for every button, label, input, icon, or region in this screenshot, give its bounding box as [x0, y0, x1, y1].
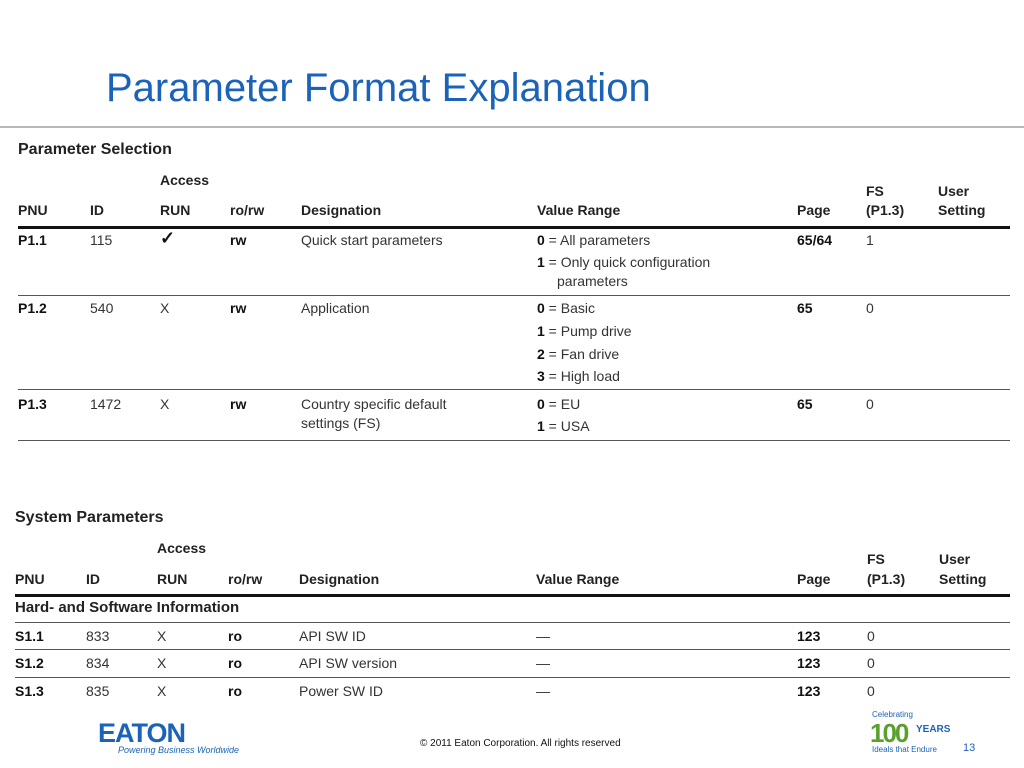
table-row-designation: Application	[301, 300, 370, 316]
table1-header-designation: Designation	[301, 202, 382, 218]
table-row-fs: 0	[866, 300, 874, 316]
table-row-rorw: rw	[230, 396, 247, 412]
table-row-pnu: S1.1	[15, 628, 44, 644]
table-row-rorw: ro	[228, 683, 242, 699]
table1-header-run: RUN	[160, 202, 191, 218]
table1-header-access: Access	[160, 172, 210, 188]
table1-header-id: ID	[90, 202, 104, 218]
svg-text:EATON: EATON	[98, 718, 186, 748]
table-row-fs: 1	[866, 232, 874, 248]
value-range-item: 2 = Fan drive	[537, 346, 620, 362]
table-row-pnu: P1.1	[18, 232, 47, 248]
logo-tagline: Powering Business Worldwide	[118, 745, 240, 755]
row-divider	[18, 295, 1010, 296]
table-row-run: X	[160, 300, 170, 316]
table-row-designation: Country specific default	[301, 396, 447, 412]
table-row-fs: 0	[867, 628, 875, 644]
table-row-designation: Quick start parameters	[301, 232, 443, 248]
table-row-page: 65	[797, 300, 813, 316]
table2-header-rule	[15, 594, 1010, 597]
table-row-page: 123	[797, 628, 821, 644]
table2-header-id: ID	[86, 571, 100, 587]
svg-text:Celebrating: Celebrating	[872, 710, 913, 719]
table1-header-page: Page	[797, 202, 831, 218]
value-range-item: 1 = USA	[537, 418, 590, 434]
table-row-designation-line2: settings (FS)	[301, 415, 381, 431]
table-row-fs: 0	[867, 655, 875, 671]
copyright: © 2011 Eaton Corporation. All rights reserved	[420, 738, 621, 749]
table2-header-designation: Designation	[299, 571, 380, 587]
svg-text:YEARS: YEARS	[916, 724, 951, 735]
table-row-page: 123	[797, 683, 821, 699]
table-row-rorw: ro	[228, 655, 242, 671]
table-row-id: 540	[90, 300, 114, 316]
table-row-fs: 0	[866, 396, 874, 412]
table2-header-access: Access	[157, 540, 207, 556]
table1-title: Parameter Selection	[18, 141, 172, 158]
table-row-pnu: S1.2	[15, 655, 44, 671]
table2-header-fs-ref: (P1.3)	[867, 571, 906, 587]
table1-header-user: User	[938, 183, 970, 199]
table2-group-title: Hard- and Software Information	[15, 599, 240, 616]
table2-header-setting: Setting	[939, 571, 987, 587]
table-row-id: 833	[86, 628, 110, 644]
table-row-value-range: —	[536, 655, 550, 671]
table-row-pnu: S1.3	[15, 683, 44, 699]
table2-header-fs: FS	[867, 551, 885, 567]
table-row-run: X	[157, 683, 167, 699]
table-row-page: 65	[797, 396, 813, 412]
value-range-item: 1 = Pump drive	[537, 323, 632, 339]
table-row-id: 835	[86, 683, 110, 699]
anniversary-badge	[870, 708, 960, 756]
value-range-item: 0 = Basic	[537, 300, 595, 316]
title-divider	[0, 126, 1024, 128]
table1-header-setting: Setting	[938, 202, 986, 218]
table-row-page: 123	[797, 655, 821, 671]
table-row-run: X	[157, 655, 167, 671]
table1-header-fs-ref: (P1.3)	[866, 202, 905, 218]
table2-header-page: Page	[797, 571, 831, 587]
table-row-designation: Power SW ID	[299, 683, 384, 699]
table-row-designation: API SW ID	[299, 628, 366, 644]
table-row-value-range: —	[536, 628, 550, 644]
table2-title: System Parameters	[15, 509, 164, 526]
value-range-item: 1 = Only quick configuration	[537, 254, 711, 270]
value-range-item: parameters	[557, 273, 628, 289]
table-row-pnu: P1.2	[18, 300, 47, 316]
row-divider	[15, 622, 1010, 623]
table-row-rorw: rw	[230, 300, 247, 316]
table-row-value-range: —	[536, 683, 550, 699]
table-row-fs: 0	[867, 683, 875, 699]
row-divider	[15, 649, 1010, 650]
table-row-rorw: ro	[228, 628, 242, 644]
value-range-item: 0 = All parameters	[537, 232, 651, 248]
row-divider	[15, 677, 1010, 678]
page-number: 13	[963, 742, 976, 754]
table-row-id: 834	[86, 655, 110, 671]
value-range-item: 0 = EU	[537, 396, 581, 412]
table-row-pnu: P1.3	[18, 396, 47, 412]
table2-header-user: User	[939, 551, 971, 567]
svg-text:100: 100	[870, 718, 908, 748]
row-divider	[18, 440, 1010, 441]
table1-header-fs: FS	[866, 183, 884, 199]
table2-header-value-range: Value Range	[536, 571, 620, 587]
table-row-id: 1472	[90, 396, 122, 412]
table2-header-run: RUN	[157, 571, 188, 587]
table2-header-pnu: PNU	[15, 571, 45, 587]
row-divider	[18, 389, 1010, 390]
value-range-item: 3 = High load	[537, 368, 620, 384]
table-row-id: 115	[90, 232, 113, 248]
table-row-rorw: rw	[230, 232, 247, 248]
check-icon: ✓	[160, 228, 176, 248]
table-row-designation: API SW version	[299, 655, 398, 671]
table-row-page: 65/64	[797, 232, 833, 248]
table1-header-rorw: ro/rw	[230, 202, 265, 218]
svg-text:Ideals that Endure: Ideals that Endure	[872, 745, 937, 754]
slide-title: Parameter Format Explanation	[106, 66, 651, 110]
table2-header-rorw: ro/rw	[228, 571, 263, 587]
table-row-run: X	[160, 396, 170, 412]
table1-header-pnu: PNU	[18, 202, 48, 218]
table-row-run: X	[157, 628, 167, 644]
table1-header-value-range: Value Range	[537, 202, 621, 218]
